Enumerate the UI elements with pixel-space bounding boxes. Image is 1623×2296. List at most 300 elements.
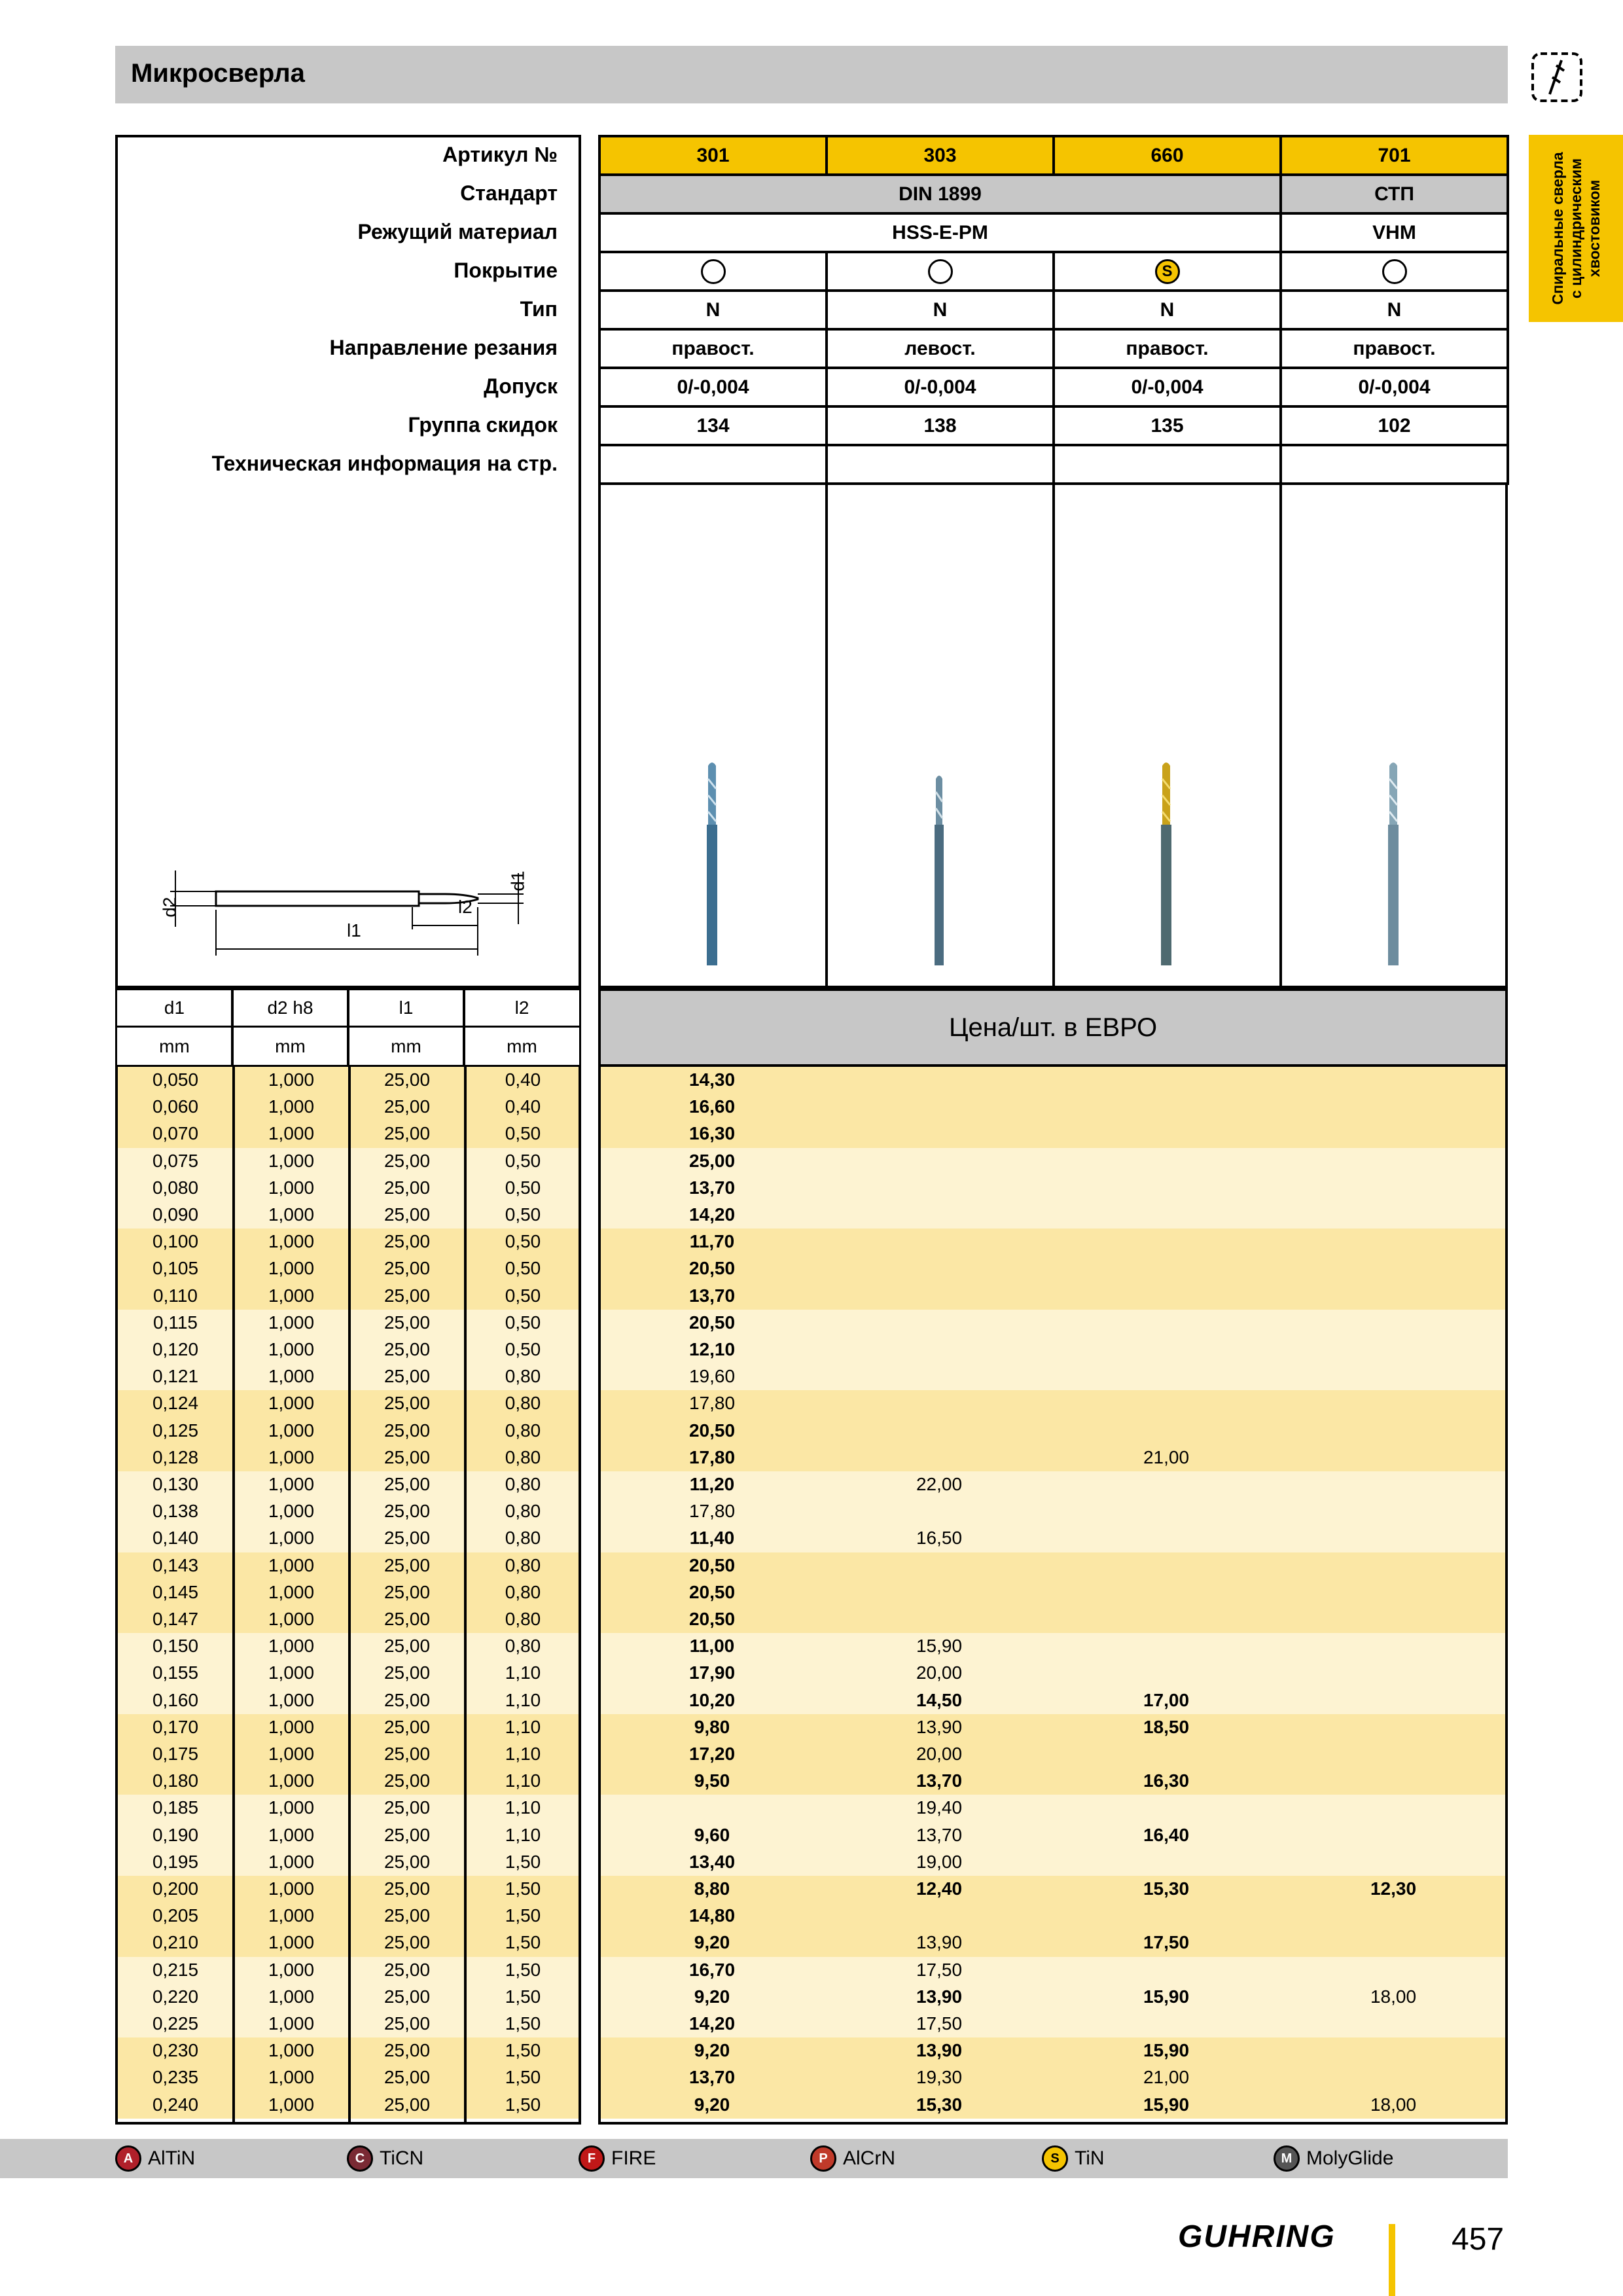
price-cell: 20,50 (688, 1258, 736, 1279)
price-cell: 11,70 (689, 1231, 735, 1252)
price-cell: 17,00 (1143, 1689, 1190, 1710)
dimension-cell: 1,000 (268, 1744, 315, 1764)
dimension-cell: 1,000 (268, 1258, 315, 1279)
coating-cell (1279, 251, 1509, 292)
dimension-cell: 0,50 (505, 1312, 541, 1333)
dimension-cell: 0,230 (152, 2040, 199, 2061)
price-cell: 20,50 (688, 1609, 736, 1629)
price-cell: 16,40 (1143, 1824, 1190, 1845)
dimension-cell: 0,80 (505, 1501, 541, 1522)
dimension-cell: 1,000 (268, 1177, 315, 1198)
dimension-cell: 25,00 (383, 1662, 431, 1683)
dimension-cell: 1,50 (505, 2040, 541, 2061)
article-number: 701 (1279, 135, 1509, 176)
legend-label: MolyGlide (1306, 2147, 1394, 2169)
cutting-material-group: HSS-E-PM (598, 212, 1282, 253)
discount-group: 134 (598, 405, 828, 446)
dimension-cell: 25,00 (383, 1501, 431, 1522)
price-cell: 14,80 (688, 1905, 736, 1926)
dimension-cell: 1,000 (268, 2094, 315, 2115)
dimension-cell: 25,00 (383, 1528, 431, 1549)
price-cell: 20,50 (688, 1554, 736, 1575)
price-cell: 9,80 (694, 1716, 730, 1737)
dimension-cell: 1,50 (505, 1851, 541, 1872)
price-cell: 20,50 (688, 1581, 736, 1602)
row-band (601, 1795, 1505, 1876)
discount-group: 102 (1279, 405, 1509, 446)
price-cell: 9,20 (694, 2094, 730, 2115)
cutting-direction: левост. (825, 328, 1055, 369)
price-cell: 9,60 (694, 1824, 730, 1845)
price-cell: 17,80 (688, 1501, 736, 1522)
dimension-cell: 25,00 (383, 1744, 431, 1764)
side-tab-line-2: с цилиндрическим (1567, 158, 1584, 299)
price-cell: 9,20 (694, 2040, 730, 2061)
l2-label: l2 (458, 897, 473, 917)
dimension-cell: 1,000 (268, 1285, 315, 1306)
row-band (601, 1067, 1505, 1148)
dimension-cell: 1,000 (268, 2040, 315, 2061)
legend-label: AlCrN (843, 2147, 895, 2169)
dimension-cell: 1,50 (505, 2094, 541, 2115)
price-cell: 13,70 (688, 1177, 736, 1198)
price-cell: 14,50 (916, 1689, 963, 1710)
column-divider (464, 1067, 467, 2122)
price-cell: 13,90 (916, 1716, 963, 1737)
spec-label: Тип (520, 297, 558, 321)
dimension-table (115, 1067, 581, 2125)
dimension-cell: 1,000 (268, 1446, 315, 1467)
price-cell: 20,50 (688, 1420, 736, 1441)
price-cell: 19,60 (688, 1366, 736, 1387)
legend-item (579, 2139, 656, 2178)
dimension-cell: 25,00 (383, 1393, 431, 1414)
price-cell: 15,90 (1143, 1986, 1190, 2007)
coating-ticn-icon: C (347, 2145, 373, 2172)
dimension-cell: 0,80 (505, 1554, 541, 1575)
price-cell: 15,30 (916, 2094, 963, 2115)
dimension-cell: 25,00 (383, 1312, 431, 1333)
dimension-cell: 0,070 (152, 1123, 199, 1144)
drill-image-303 (926, 772, 952, 969)
tech-info-page (825, 444, 1055, 485)
column-header: d2 h8 (231, 988, 349, 1028)
dimension-cell: 1,10 (505, 1744, 541, 1764)
article-number: 660 (1052, 135, 1282, 176)
dimension-cell: 25,00 (383, 1689, 431, 1710)
brand-logo: GUHRING (1178, 2219, 1336, 2254)
dimension-cell: 0,50 (505, 1258, 541, 1279)
dimension-cell: 25,00 (383, 1096, 431, 1117)
spec-label: Группа скидок (408, 413, 558, 437)
dimension-cell: 25,00 (383, 1339, 431, 1359)
price-cell: 11,40 (689, 1528, 735, 1549)
dimension-cell: 0,50 (505, 1150, 541, 1171)
dimension-cell: 0,050 (152, 1069, 199, 1090)
dimension-cell: 0,235 (152, 2067, 199, 2088)
price-cell: 13,90 (916, 1986, 963, 2007)
uncoated-icon (701, 259, 726, 284)
price-cell: 13,90 (916, 1932, 963, 1953)
d2-label: d2 (159, 897, 180, 918)
type-value: N (1279, 289, 1509, 331)
price-cell: 12,40 (916, 1878, 963, 1899)
dimension-cell: 0,80 (505, 1528, 541, 1549)
coating-altin-icon: A (115, 2145, 141, 2172)
dimension-cell: 1,000 (268, 1797, 315, 1818)
spec-label: Режущий материал (357, 220, 558, 243)
coating-cell (1052, 251, 1282, 292)
price-cell: 17,80 (688, 1446, 736, 1467)
dimension-cell: 0,060 (152, 1096, 199, 1117)
dimension-cell: 1,000 (268, 1501, 315, 1522)
type-value: N (598, 289, 828, 331)
price-cell: 12,10 (688, 1339, 736, 1359)
column-unit: mm (115, 1026, 234, 1067)
dimension-cell: 1,50 (505, 1932, 541, 1953)
price-cell: 11,00 (689, 1636, 735, 1657)
dimension-cell: 1,10 (505, 1770, 541, 1791)
dimension-cell: 1,000 (268, 1986, 315, 2007)
dimension-cell: 25,00 (383, 1258, 431, 1279)
dimension-cell: 1,000 (268, 1096, 315, 1117)
dimension-cell: 0,147 (152, 1609, 199, 1629)
dimension-cell: 1,000 (268, 1878, 315, 1899)
dimension-cell: 0,240 (152, 2094, 199, 2115)
drill-image-701 (1380, 759, 1406, 969)
dimension-cell: 0,075 (152, 1150, 199, 1171)
dimension-cell: 0,80 (505, 1581, 541, 1602)
dimension-cell: 0,80 (505, 1393, 541, 1414)
dimension-cell: 25,00 (383, 2067, 431, 2088)
dimension-cell: 0,160 (152, 1689, 199, 1710)
dimension-cell: 1,000 (268, 1662, 315, 1683)
dimension-cell: 1,000 (268, 1609, 315, 1629)
dimension-cell: 0,155 (152, 1662, 199, 1683)
price-cell: 16,30 (1143, 1770, 1190, 1791)
cutting-material-last: VHM (1279, 212, 1509, 253)
discount-group: 138 (825, 405, 1055, 446)
price-cell: 14,30 (688, 1069, 736, 1090)
dimension-cell: 1,10 (505, 1797, 541, 1818)
dimension-cell: 0,205 (152, 1905, 199, 1926)
row-band (601, 1633, 1505, 1714)
tolerance-value: 0/-0,004 (598, 367, 828, 408)
dimension-cell: 1,000 (268, 1231, 315, 1252)
price-cell: 16,50 (916, 1528, 963, 1549)
dimension-cell: 0,80 (505, 1446, 541, 1467)
type-value: N (825, 289, 1055, 331)
dimension-cell: 0,090 (152, 1204, 199, 1225)
legend-item (347, 2139, 423, 2178)
dimension-cell: 0,80 (505, 1636, 541, 1657)
dimension-cell: 25,00 (383, 1986, 431, 2007)
dimension-cell: 25,00 (383, 1231, 431, 1252)
dimension-cell: 1,000 (268, 1150, 315, 1171)
drill-image-301 (699, 759, 725, 969)
d1-label: d1 (507, 870, 528, 891)
spec-label: Покрытие (454, 259, 558, 282)
dimension-cell: 0,50 (505, 1231, 541, 1252)
dimension-cell: 1,000 (268, 1204, 315, 1225)
dimension-cell: 25,00 (383, 1285, 431, 1306)
brand-divider (1389, 2224, 1395, 2296)
price-cell: 9,20 (694, 1986, 730, 2007)
price-cell: 18,00 (1370, 1986, 1417, 2007)
side-tab-line-1: Спиральные сверла (1549, 152, 1566, 305)
price-cell: 9,50 (694, 1770, 730, 1791)
dimension-cell: 1,50 (505, 2013, 541, 2034)
dimension-cell: 0,110 (153, 1285, 198, 1306)
dimension-cell: 0,185 (152, 1797, 199, 1818)
dimension-cell: 25,00 (383, 2040, 431, 2061)
uncoated-icon (1382, 259, 1407, 284)
dimension-cell: 25,00 (383, 1123, 431, 1144)
dimension-cell: 1,000 (268, 1528, 315, 1549)
dimension-cell: 25,00 (383, 1581, 431, 1602)
row-band (601, 1552, 1505, 1634)
dimension-cell: 1,000 (268, 1366, 315, 1387)
legend-item (1042, 2139, 1105, 2178)
tolerance-value: 0/-0,004 (1279, 367, 1509, 408)
row-band (601, 1714, 1505, 1795)
row-band (601, 1390, 1505, 1471)
dimension-cell: 25,00 (383, 1554, 431, 1575)
dimension-cell: 1,50 (505, 1905, 541, 1926)
price-cell: 8,80 (694, 1878, 730, 1899)
legend-label: TiN (1075, 2147, 1105, 2169)
price-cell: 16,60 (688, 1096, 736, 1117)
dimension-cell: 1,10 (505, 1824, 541, 1845)
dimension-cell: 0,145 (152, 1581, 199, 1602)
tolerance-value: 0/-0,004 (1052, 367, 1282, 408)
row-band (601, 1310, 1505, 1391)
price-cell: 13,70 (688, 1285, 736, 1306)
dimension-cell: 0,200 (152, 1878, 199, 1899)
price-cell: 14,20 (688, 1204, 736, 1225)
side-tab-line-3: хвостовиком (1586, 179, 1603, 278)
dimension-cell: 0,40 (505, 1096, 541, 1117)
dimension-cell: 0,170 (152, 1716, 199, 1737)
dimension-cell: 25,00 (383, 1878, 431, 1899)
dimension-cell: 0,121 (152, 1366, 199, 1387)
price-cell: 20,00 (916, 1662, 963, 1683)
dimension-cell: 1,000 (268, 1905, 315, 1926)
row-band (601, 1876, 1505, 1957)
page-title: Микросверла (131, 59, 305, 88)
spec-label: Стандарт (460, 181, 558, 205)
dimension-cell: 25,00 (383, 1716, 431, 1737)
price-cell: 18,50 (1143, 1716, 1190, 1737)
price-cell: 17,50 (1143, 1932, 1190, 1953)
title-bar (115, 46, 1508, 103)
legend-label: FIRE (611, 2147, 656, 2169)
price-cell: 9,20 (694, 1932, 730, 1953)
coating-molyglide-icon: M (1274, 2145, 1300, 2172)
column-unit: mm (347, 1026, 465, 1067)
price-cell: 16,30 (688, 1123, 736, 1144)
tech-info-page (1052, 444, 1282, 485)
price-cell: 16,70 (688, 1959, 736, 1980)
column-unit: mm (463, 1026, 581, 1067)
dimension-cell: 1,000 (268, 1959, 315, 1980)
dimension-cell: 25,00 (383, 1851, 431, 1872)
dimension-cell: 0,50 (505, 1204, 541, 1225)
spec-label: Направление резания (329, 336, 558, 359)
coating-fire-icon: F (579, 2145, 605, 2172)
legend-item (1274, 2139, 1393, 2178)
coating-alcrn-icon: P (810, 2145, 836, 2172)
row-band (601, 1229, 1505, 1310)
price-cell: 20,50 (688, 1312, 736, 1333)
dimension-cell: 1,000 (268, 1689, 315, 1710)
spec-label: Допуск (484, 374, 558, 398)
dimension-cell: 0,120 (152, 1339, 199, 1359)
uncoated-icon (928, 259, 953, 284)
legend-label: TiCN (380, 2147, 424, 2169)
tolerance-value: 0/-0,004 (825, 367, 1055, 408)
row-band (601, 1471, 1505, 1552)
dimension-cell: 0,40 (505, 1069, 541, 1090)
l1-label: l1 (347, 920, 361, 941)
price-cell: 19,00 (916, 1851, 963, 1872)
dimension-cell: 0,220 (152, 1986, 199, 2007)
dimension-cell: 1,50 (505, 2067, 541, 2088)
price-cell: 10,20 (688, 1689, 736, 1710)
dimension-cell: 0,50 (505, 1177, 541, 1198)
spec-label: Техническая информация на стр. (211, 452, 558, 475)
dimension-cell: 1,10 (505, 1689, 541, 1710)
dimension-cell: 0,50 (505, 1123, 541, 1144)
price-cell: 12,30 (1370, 1878, 1417, 1899)
dimension-cell: 0,180 (152, 1770, 199, 1791)
dimension-cell: 0,195 (152, 1851, 199, 1872)
dimension-cell: 0,80 (505, 1420, 541, 1441)
dimension-cell: 0,215 (152, 1959, 199, 1980)
dimension-cell: 25,00 (383, 1770, 431, 1791)
dimension-cell: 0,128 (152, 1446, 199, 1467)
dimension-cell: 1,50 (505, 1878, 541, 1899)
dimension-cell: 0,130 (152, 1474, 199, 1494)
dimension-cell: 25,00 (383, 1959, 431, 1980)
standard-last: СТП (1279, 173, 1509, 215)
cutting-direction: правост. (1279, 328, 1509, 369)
dimension-cell: 0,190 (152, 1824, 199, 1845)
row-band (601, 2037, 1505, 2119)
dimension-cell: 1,50 (505, 1986, 541, 2007)
legend-item (810, 2139, 895, 2178)
dimension-cell: 25,00 (383, 1932, 431, 1953)
dimension-cell: 1,000 (268, 2067, 315, 2088)
dimension-cell: 25,00 (383, 1069, 431, 1090)
dimension-cell: 0,125 (152, 1420, 199, 1441)
dimension-cell: 0,140 (152, 1528, 199, 1549)
dimension-cell: 1,000 (268, 1393, 315, 1414)
drill-image-660 (1153, 759, 1179, 969)
price-cell: 13,70 (916, 1824, 963, 1845)
dimension-cell: 0,225 (152, 2013, 199, 2034)
dimension-cell: 1,000 (268, 1420, 315, 1441)
dimension-cell: 1,000 (268, 1851, 315, 1872)
price-cell: 21,00 (1143, 1446, 1190, 1467)
column-header: d1 (115, 988, 234, 1028)
dimension-cell: 0,50 (505, 1285, 541, 1306)
tech-info-page (1279, 444, 1509, 485)
standard-din: DIN 1899 (598, 173, 1282, 215)
price-cell: 22,00 (916, 1474, 963, 1494)
price-cell: 15,90 (1143, 2040, 1190, 2061)
coating-cell (825, 251, 1055, 292)
coating-legend (0, 2139, 1508, 2178)
price-cell: 17,20 (688, 1744, 736, 1764)
dimension-cell: 1,10 (505, 1716, 541, 1737)
legend-label: AlTiN (148, 2147, 196, 2169)
coating-cell (598, 251, 828, 292)
dimension-cell: 25,00 (383, 1797, 431, 1818)
dimension-cell: 0,80 (505, 1609, 541, 1629)
dimension-cell: 1,000 (268, 1581, 315, 1602)
dimension-cell: 0,143 (152, 1554, 199, 1575)
page-number: 457 (1452, 2222, 1505, 2257)
dimension-cell: 25,00 (383, 1446, 431, 1467)
dimension-cell: 25,00 (383, 1609, 431, 1629)
dimension-cell: 0,50 (505, 1339, 541, 1359)
dimension-cell: 25,00 (383, 1636, 431, 1657)
dimension-cell: 1,000 (268, 1636, 315, 1657)
article-number: 301 (598, 135, 828, 176)
price-cell: 17,50 (916, 1959, 963, 1980)
price-cell: 13,40 (688, 1851, 736, 1872)
type-value: N (1052, 289, 1282, 331)
dimension-cell: 1,000 (268, 1123, 315, 1144)
price-cell: 14,20 (688, 2013, 736, 2034)
price-cell: 25,00 (688, 1150, 736, 1171)
discount-group: 135 (1052, 405, 1282, 446)
product-image-area (598, 484, 1508, 988)
dimension-cell: 0,124 (152, 1393, 199, 1414)
dimension-cell: 0,175 (152, 1744, 199, 1764)
price-cell: 13,70 (916, 1770, 963, 1791)
price-cell: 17,90 (688, 1662, 736, 1683)
price-cell: 19,30 (916, 2067, 963, 2088)
price-cell: 13,90 (916, 2040, 963, 2061)
dimension-cell: 1,000 (268, 1339, 315, 1359)
price-cell: 21,00 (1143, 2067, 1190, 2088)
dimension-cell: 1,50 (505, 1959, 541, 1980)
price-cell: 11,20 (689, 1474, 735, 1494)
drill-category-icon (1530, 51, 1584, 103)
dimension-cell: 25,00 (383, 1474, 431, 1494)
cutting-direction: правост. (1052, 328, 1282, 369)
column-divider (232, 1067, 235, 2122)
price-cell: 15,90 (916, 1636, 963, 1657)
dimension-cell: 1,000 (268, 2013, 315, 2034)
spec-label: Артикул № (442, 143, 558, 166)
dimension-cell: 25,00 (383, 1905, 431, 1926)
side-category-tab (1529, 135, 1623, 322)
dimension-cell: 1,000 (268, 1932, 315, 1953)
dimension-cell: 1,000 (268, 1312, 315, 1333)
dimension-cell: 0,210 (152, 1932, 199, 1953)
dimension-cell: 25,00 (383, 1824, 431, 1845)
dimension-cell: 0,080 (152, 1177, 199, 1198)
price-cell: 13,70 (688, 2067, 736, 2088)
dimension-column-headers (115, 988, 581, 1067)
price-cell: 20,00 (916, 1744, 963, 1764)
dimension-cell: 25,00 (383, 1204, 431, 1225)
column-unit: mm (231, 1026, 349, 1067)
price-cell: 15,90 (1143, 2094, 1190, 2115)
